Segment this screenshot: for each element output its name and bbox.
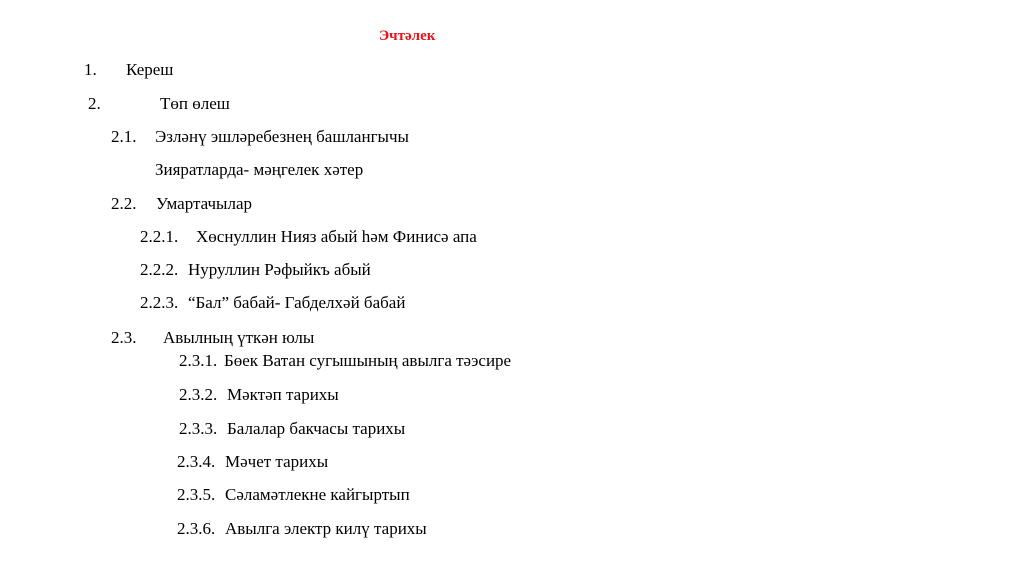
toc-item-text: Авылга электр килү тарихы (225, 519, 427, 538)
toc-item-2-1-continuation (155, 160, 363, 180)
toc-item-2-3-4 (177, 452, 328, 472)
slide-title: Эчтәлек (379, 28, 436, 44)
toc-item-number: 2.3.5. (177, 485, 216, 504)
toc-item-text: Умартачылар (156, 194, 253, 213)
toc-item-number: 2.2.2. (140, 260, 179, 279)
toc-item-text: Балалар бакчасы тарихы (227, 419, 406, 438)
toc-item-text: Эзләнү эшләребезнең башлангычы (155, 127, 409, 146)
toc-item-number: 2.3.2. (179, 385, 218, 404)
toc-item-2-3 (111, 328, 314, 348)
toc-item-number: 2.3. (111, 328, 137, 347)
toc-item-text: Бөек Ватан сугышының авылга тәэсире (224, 351, 512, 370)
toc-item-number: 2.2. (111, 194, 137, 213)
toc-item-number: 2.3.3. (179, 419, 218, 438)
toc-item-2-3-6 (177, 519, 427, 539)
toc-item-number: 2.1. (111, 127, 137, 146)
toc-item-text: Нуруллин Рәфыйкъ абый (188, 260, 371, 279)
toc-item-2-2-2 (140, 260, 371, 280)
toc-item-text: Зияратларда- мәңгелек хәтер (155, 160, 364, 179)
toc-item-number: 2. (88, 94, 101, 113)
toc-item-number: 2.2.1. (140, 227, 179, 246)
toc-item-2-3-5 (177, 485, 410, 505)
toc-item-number: 2.2.3. (140, 293, 179, 312)
toc-item-2 (88, 94, 230, 114)
toc-item-2-1 (111, 127, 409, 147)
toc-item-text: Төп өлеш (160, 94, 230, 113)
toc-item-text: Сәламәтлекне кайгыртып (225, 485, 410, 504)
toc-item-2-3-1 (179, 351, 511, 371)
toc-item-2-2-1 (140, 227, 477, 247)
toc-item-2-2-3 (140, 293, 405, 313)
toc-item-text: “Бал” бабай- Габделхәй бабай (188, 293, 406, 312)
toc-item-text: Кереш (126, 60, 174, 79)
toc-item-number: 2.3.1. (179, 351, 218, 370)
toc-item-text: Мәчет тарихы (225, 452, 329, 471)
toc-item-2-3-2 (179, 385, 339, 405)
toc-item-1 (84, 60, 173, 80)
toc-item-2-3-3 (179, 419, 405, 439)
toc-item-text: Хөснуллин Нияз абый һәм Финисә апа (196, 227, 477, 246)
toc-item-text: Мәктәп тарихы (227, 385, 339, 404)
toc-item-number: 1. (84, 60, 97, 79)
toc-item-2-2 (111, 194, 252, 214)
toc-item-number: 2.3.6. (177, 519, 216, 538)
toc-item-text: Авылның үткән юлы (163, 328, 315, 347)
toc-item-number: 2.3.4. (177, 452, 216, 471)
